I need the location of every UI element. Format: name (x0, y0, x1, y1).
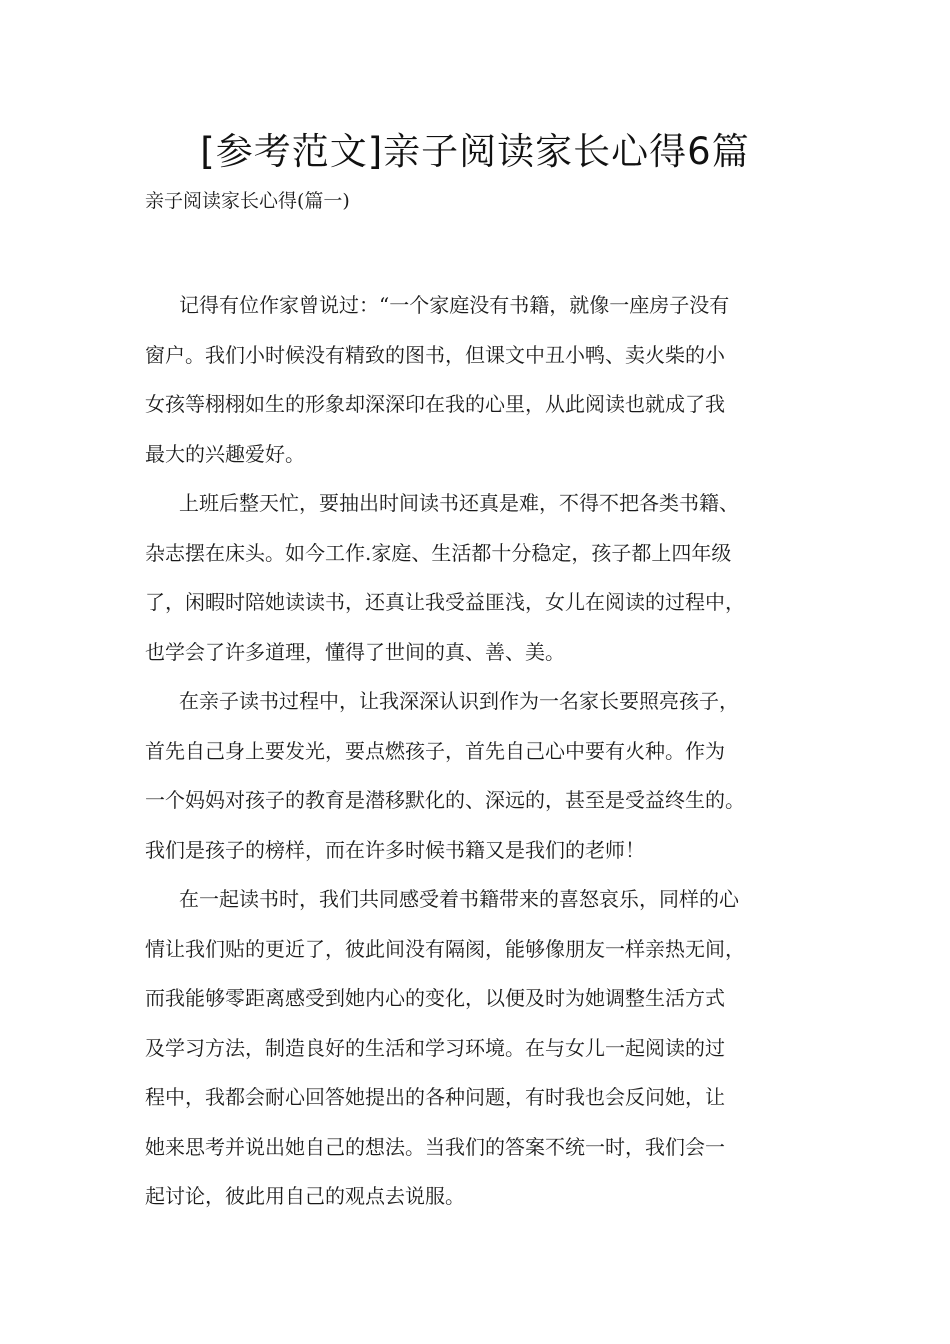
text-line: 而我能够零距离感受到她内心的变化，以便及时为她调整生活方式 (145, 986, 725, 1010)
paragraph-1 (145, 281, 825, 479)
paragraph-2 (145, 479, 825, 677)
section-title: 亲子阅读家长心得(篇一) (145, 190, 350, 212)
paragraph-3 (145, 677, 825, 875)
paragraph-4 (145, 875, 825, 1222)
text-line: 及学习方法，制造良好的生活和学习环境。在与女儿一起阅读的过 (145, 1035, 725, 1060)
text-line: 记得有位作家曾说过：“一个家庭没有书籍，就像一座房子没有 (179, 293, 730, 317)
text-line: 女孩等栩栩如生的形象却深深印在我的心里，从此阅读也就成了我 (145, 392, 725, 416)
text-line: 情让我们贴的更近了，彼此间没有隔阂，能够像朋友一样亲热无间， (145, 936, 745, 961)
text-line: 在一起读书时，我们共同感受着书籍带来的喜怒哀乐，同样的心 (179, 887, 739, 911)
text-line: 在亲子读书过程中，让我深深认识到作为一名家长要照亮孩子， (179, 689, 739, 713)
text-line: 她来思考并说出她自己的想法。当我们的答案不统一时，我们会一 (145, 1134, 725, 1159)
text-line: 上班后整天忙，要抽出时间读书还真是难，不得不把各类书籍、 (179, 491, 739, 515)
text-line: 也学会了许多道理，懂得了世间的真、善、美。 (145, 639, 565, 664)
text-line: 起讨论，彼此用自己的观点去说服。 (145, 1184, 465, 1208)
text-line: 最大的兴趣爱好。 (145, 441, 305, 466)
text-line: 窗户。我们小时候没有精致的图书，但课文中丑小鸭、卖火柴的小 (145, 342, 725, 367)
text-line: 杂志摆在床头。如今工作.家庭、生活都十分稳定，孩子都上四年级 (145, 540, 732, 565)
text-line: 程中，我都会耐心回答她提出的各种问题，有时我也会反问她，让 (145, 1085, 725, 1109)
text-line: 我们是孩子的榜样，而在许多时候书籍又是我们的老师！ (145, 837, 645, 862)
text-line: 一个妈妈对孩子的教育是潜移默化的、深远的，甚至是受益终生的。 (145, 788, 745, 812)
document-body (145, 281, 825, 1222)
document-title: [参考范文]亲子阅读家长心得6篇 (200, 130, 750, 173)
text-line: 首先自己身上要发光，要点燃孩子，首先自己心中要有火种。作为 (145, 738, 725, 763)
text-line: 了，闲暇时陪她读读书，还真让我受益匪浅，女儿在阅读的过程中， (145, 590, 745, 614)
